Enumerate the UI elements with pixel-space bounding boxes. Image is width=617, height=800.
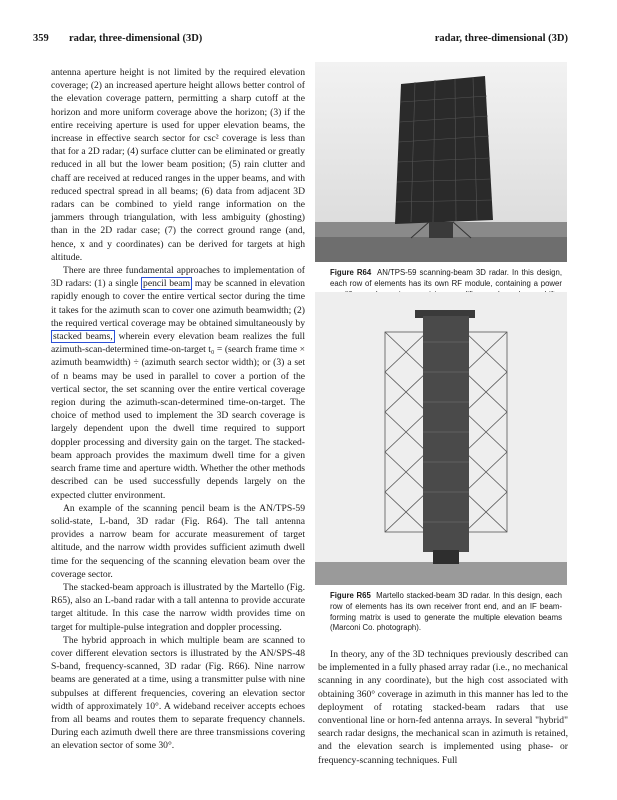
- paragraph-approaches: [51, 264, 305, 502]
- figure-r64-label: Figure R64: [330, 268, 372, 277]
- figure-r65-text: Martello stacked-beam 3D radar. In this design, each row of elements has its own receiver front end, and an IF beam-forming matrix is used to generate the multiple elevation beams (Marconi Co. photograph).: [330, 591, 562, 633]
- right-column: [318, 648, 568, 767]
- running-title-left: radar, three-dimensional (3D): [69, 33, 203, 44]
- paragraph-stacked-beam-example: The stacked-beam approach is illustrated by the Martello (Fig. R65), also an L-band radar with a tall antenna to provide accurate target altitude. In this case the narrow width provides time on target for multiple-pulse integration and doppler processing.: [51, 581, 305, 633]
- page-number: 359: [33, 33, 49, 44]
- paragraph-hybrid-approach: The hybrid approach in which multiple beam are scanned to cover different elevation sectors is illustrated by the AN/SPS-48 S-band, frequency-scanned, 3D radar (Fig. R66). Nine narrow beams are generated at a time, using a transmitter pulse with nine subpulses at different frequencies, covering an elevation sector width of approximately 10°. A wideband receiver accepts echoes from all beams and routes them to separate frequency channels. During each azimuth dwell there are three transmissions covering an elevation sector of some 30°.: [51, 634, 305, 752]
- approaches-text-a: There are three fundamental approaches to implementation of 3D radars: (1) a single: [51, 265, 305, 290]
- figure-r65-label: Figure R65: [330, 591, 371, 600]
- figure-r64-text: AN/TPS-59 scanning-beam 3D radar. In this design, each row of elements has its own RF module, containing a power: [330, 268, 563, 288]
- approaches-text-b: may be scanned in elevation rapidly enough to cover the entire vertical sector during the time it takes for the azimuth scan to cover one azimuth beamwidth; (2) the required vertical coverage may be obtained simultaneously by: [51, 278, 305, 329]
- figure-r65-caption: [330, 591, 562, 634]
- figure-r64-photo: [315, 62, 567, 262]
- link-stacked-beams[interactable]: stacked beams,: [53, 331, 113, 343]
- paragraph-pencil-beam-example: An example of the scanning pencil beam is the AN/TPS-59 solid-state, L-band, 3D radar (Fig. R64). The tall antenna provides a narrow beam for accurate measurement of target altitude, and the narrow width provides sufficient azimuth dwell time for the sequencing of the scanning elevation beam over the coverage sector.: [51, 502, 305, 580]
- paragraph-advantages: antenna aperture height is not limited by the required elevation coverage; (2) an increased aperture height allows better control of the elevation coverage pattern, permitting a sharp cutoff at the horizon and more uniform coverage above the horizon; (3) if the entire receiving aperture is used for upper elevation beams, the increase in effective search sector for csc² coverage is less than that for a 2D radar; (4) surface clutter can be eliminated or greatly reduced in all but the lower beam position; (5) rain clutter and chaff are received at reduced ranges in the upper beams, and with reduced spectral spread in all beams; (6) data from adjacent 3D radars can be combined to yield range information on the jammers through triangulation, with less ambiguity (ghosting) than in the 2D radar case; (7) the correct ground range (and, hence, x and y coordinates) can be derived for targets at high altitude.: [51, 67, 305, 263]
- running-header: [33, 33, 568, 47]
- link-pencil-beam[interactable]: pencil beam: [143, 278, 191, 290]
- paragraph-phased-array: In theory, any of the 3D techniques previously described can be implemented in a fully phased array radar (i.e., no mechanical scanning in any coordinate), but the high cost associated with obtaining 360° coverage in azimuth in this manner has led to the deployment of rotating stacked-beam radars that use conventional line or horn-fed antenna arrays. In several "hybrid" search radar designs, the mechanical scan in azimuth is retained, and the elevation search is implemented using phase- or frequency-scanning techniques. Full: [318, 649, 568, 766]
- running-title-right: radar, three-dimensional (3D): [434, 33, 568, 44]
- left-column: [51, 66, 305, 753]
- approaches-text-c: wherein every elevation beam realizes the full azimuth-scan-determined time-on-target t₀ = (search frame time × azimuth beamwidth) ÷ (azimuth search sector width); or (3) a set of n beams may be used in parallel to cover a portion of the vertical sector, the set scanning over the entire vertical coverage region during the azimuth-scan-determined time-on-target. The choice of method used to implement the 3D search coverage is largely dependent upon the dwell time required to support doppler processing and diversity gain on the target. The stacked-beam approach provides the maximum dwell time for a given search frame time and aperture width. Whether the other methods described can be used successfully depends largely on the expected clutter environment.: [51, 331, 305, 501]
- figure-r65-photo: [315, 292, 567, 585]
